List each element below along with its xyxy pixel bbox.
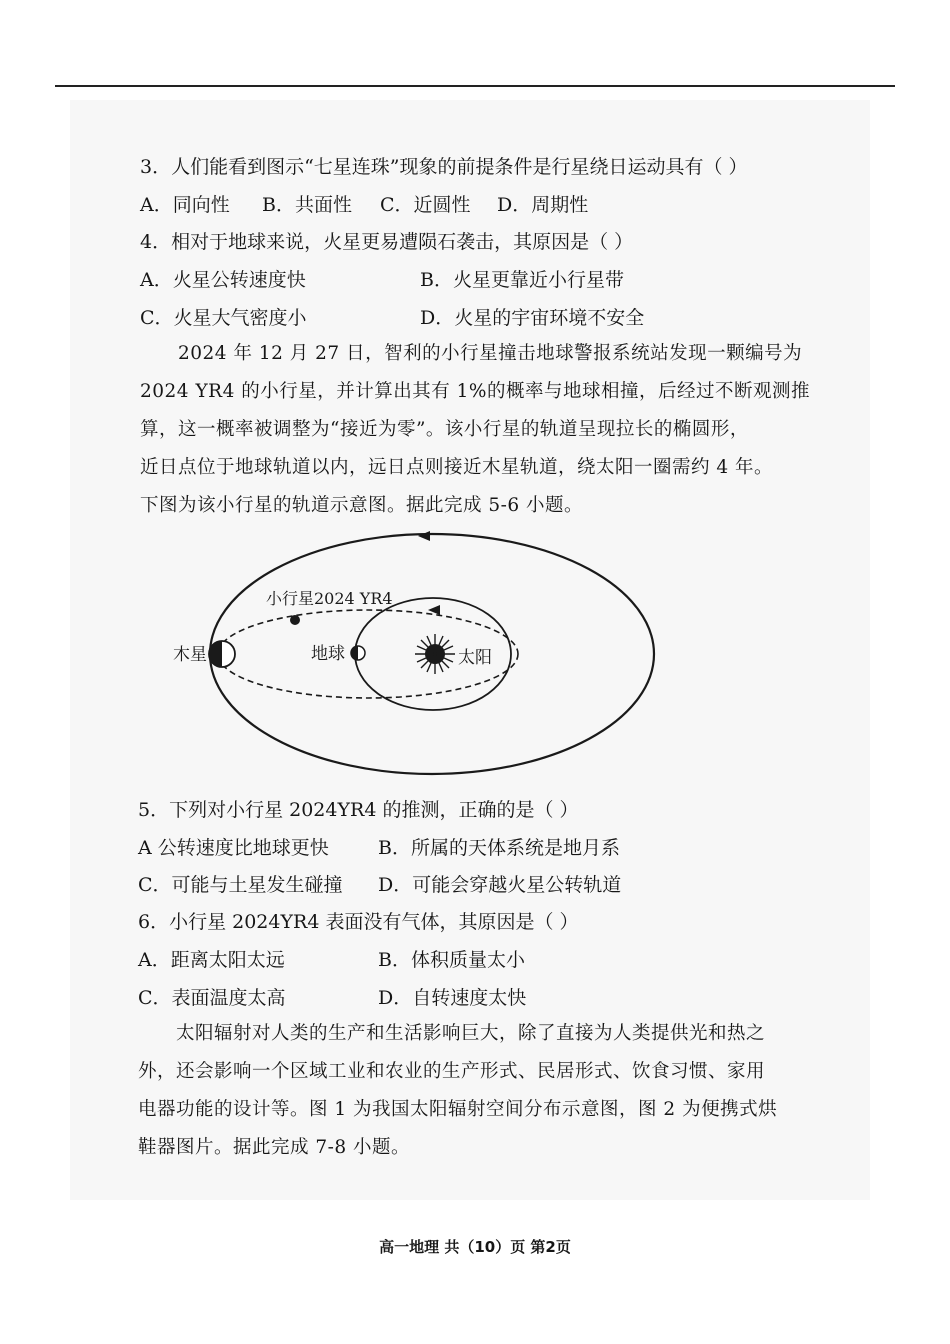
q6-option-a: A．距离太阳太远	[138, 949, 285, 971]
passage-asteroid-line: 算，这一概率被调整为“接近为零”。该小行星的轨道呈现拉长的椭圆形，	[140, 419, 749, 440]
passage-solar-line: 太阳辐射对人类的生产和生活影响巨大，除了直接为人类提供光和热之	[138, 1023, 766, 1044]
q5-option-a: A 公转速度比地球更快	[138, 837, 329, 859]
passage-asteroid-line: 2024 年 12 月 27 日，智利的小行星撞击地球警报系统站发现一颗编号为	[140, 343, 803, 364]
q3-option-d: D．周期性	[497, 194, 589, 216]
passage-asteroid-line: 2024 YR4 的小行星，并计算出其有 1%的概率与地球相撞，后经过不断观测推	[140, 381, 810, 402]
q4-option-b: B．火星更靠近小行星带	[420, 269, 624, 291]
asteroid	[290, 615, 300, 625]
q5-stem: 5．下列对小行星 2024YR4 的推测，正确的是（ ）	[138, 799, 579, 821]
sun-icon	[415, 634, 455, 674]
jupiter	[209, 641, 235, 667]
asteroid-label: 小行星2024 YR4	[266, 589, 393, 608]
passage-solar-line: 电器功能的设计等。图 1 为我国太阳辐射空间分布示意图，图 2 为便携式烘	[138, 1099, 778, 1120]
sun-label: 太阳	[458, 648, 492, 668]
earth	[351, 646, 365, 660]
q3-option-c: C．近圆性	[380, 194, 471, 216]
passage-solar-line: 外，还会影响一个区域工业和农业的生产形式、民居形式、饮食习惯、家用	[138, 1061, 766, 1082]
q5-option-d: D．可能会穿越火星公转轨道	[378, 874, 622, 896]
passage-solar-line: 鞋器图片。据此完成 7-8 小题。	[138, 1137, 411, 1158]
passage-asteroid-line: 近日点位于地球轨道以内，远日点则接近木星轨道，绕太阳一圈需约 4 年。	[140, 457, 774, 478]
q4-option-d: D．火星的宇宙环境不安全	[420, 307, 645, 329]
q5-option-c: C．可能与土星发生碰撞	[138, 874, 343, 896]
page-footer: 高一地理 共（10）页 第2页	[379, 1238, 571, 1256]
earth-label: 地球	[311, 644, 345, 664]
q3-stem: 3．人们能看到图示“七星连珠”现象的前提条件是行星绕日运动具有（ ）	[140, 156, 748, 178]
q6-option-c: C．表面温度太高	[138, 987, 286, 1009]
jupiter-orbit-arrow	[418, 531, 430, 541]
q6-stem: 6．小行星 2024YR4 表面没有气体，其原因是（ ）	[138, 911, 579, 933]
orbit-diagram	[0, 528, 950, 788]
q4-stem: 4．相对于地球来说，火星更易遭陨石袭击，其原因是（ ）	[140, 231, 634, 253]
q3-option-a: A．同向性	[140, 194, 230, 216]
top-rule	[55, 85, 895, 87]
jupiter-label: 木星	[173, 645, 207, 665]
q6-option-b: B．体积质量太小	[378, 949, 525, 971]
passage-asteroid	[140, 335, 810, 525]
q6-option-d: D．自转速度太快	[378, 987, 527, 1009]
q3-option-b: B．共面性	[262, 194, 352, 216]
q4-option-a: A．火星公转速度快	[140, 269, 306, 291]
q5-option-b: B．所属的天体系统是地月系	[378, 837, 620, 859]
passage-solar-radiation	[138, 1015, 808, 1167]
q4-option-c: C．火星大气密度小	[140, 307, 307, 329]
passage-asteroid-line: 下图为该小行星的轨道示意图。据此完成 5-6 小题。	[140, 495, 584, 516]
